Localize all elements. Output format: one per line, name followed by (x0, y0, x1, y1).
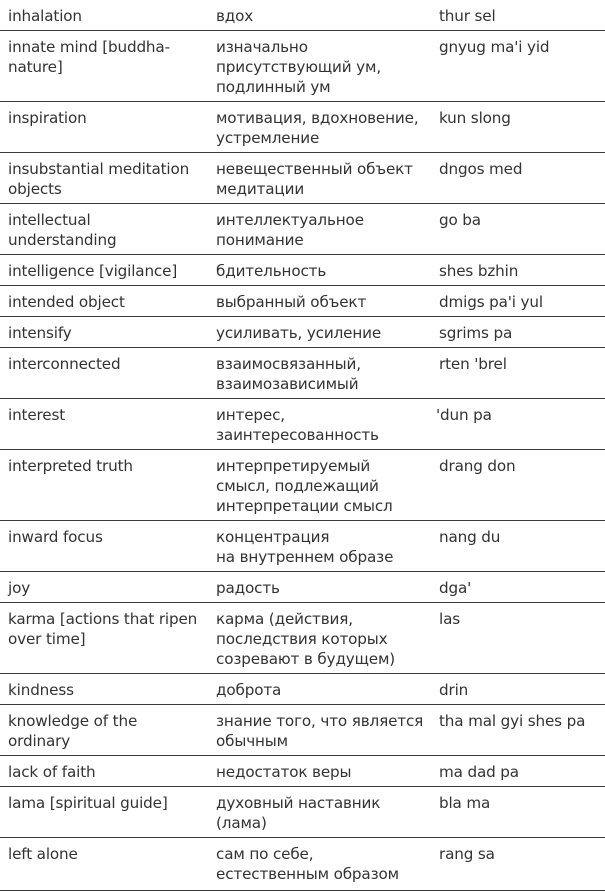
russian-translation-line: усиливать, усиление (216, 324, 382, 342)
tibetan-term: dga' (439, 579, 472, 597)
russian-translation-line: медитации (216, 180, 305, 198)
english-term-line: left alone (8, 845, 78, 863)
tibetan-term: dngos med (439, 160, 523, 178)
russian-translation-line: интерес, (216, 406, 285, 424)
english-term-line: interpreted truth (8, 457, 133, 475)
english-term (8, 210, 116, 250)
russian-translation (216, 680, 281, 700)
english-term-line: inspiration (8, 109, 87, 127)
tibetan-term: rten 'brel (439, 355, 507, 373)
russian-translation-line: интерпретируемый (216, 457, 371, 475)
glossary-row (0, 572, 605, 603)
english-term (8, 578, 30, 598)
russian-translation-line: последствия которых (216, 630, 388, 648)
tibetan-term: dmigs pa'i yul (439, 293, 543, 311)
tibetan-term: rang sa (439, 845, 495, 863)
english-term (8, 762, 95, 782)
english-term (8, 609, 197, 649)
glossary-row (0, 317, 605, 348)
english-term-line: joy (8, 579, 31, 597)
russian-translation-line: вдох (216, 7, 254, 25)
russian-translation-line: невещественный объект (216, 160, 413, 178)
english-term-line: intellectual (8, 211, 91, 229)
english-term (8, 711, 137, 751)
russian-translation-line: понимание (216, 231, 304, 249)
glossary-row (0, 286, 605, 317)
english-term (8, 456, 133, 476)
russian-translation (216, 793, 380, 833)
tibetan-term: ma dad pa (439, 763, 519, 781)
russian-translation-line: обычным (216, 732, 288, 750)
english-term-line: nature] (8, 58, 63, 76)
glossary-row (0, 450, 605, 521)
russian-translation (216, 261, 326, 281)
english-term (8, 405, 65, 425)
english-term (8, 354, 120, 374)
russian-translation-line: интеллектуальное (216, 211, 364, 229)
russian-translation (216, 354, 361, 394)
english-term-line: ordinary (8, 732, 71, 750)
russian-translation (216, 6, 253, 26)
russian-translation (216, 609, 395, 669)
english-term-line: inward focus (8, 528, 103, 546)
russian-translation (216, 37, 381, 97)
russian-translation-line: духовный наставник (216, 794, 381, 812)
russian-translation-line: на внутреннем образе (216, 548, 394, 566)
english-term-line: insubstantial meditation (8, 160, 190, 178)
tibetan-term: sgrims pa (439, 324, 513, 342)
russian-translation-line: взаимосвязанный, (216, 355, 361, 373)
russian-translation-line: изначально (216, 38, 308, 56)
russian-translation (216, 292, 366, 312)
glossary-row (0, 255, 605, 286)
english-term-line: lama [spiritual guide] (8, 794, 168, 812)
english-term (8, 108, 87, 128)
tibetan-term: drin (439, 681, 469, 699)
tibetan-term: nang du (439, 528, 501, 546)
tibetan-term: gnyug ma'i yid (439, 38, 550, 56)
russian-translation (216, 323, 381, 343)
english-term (8, 793, 168, 813)
english-term (8, 6, 82, 26)
russian-translation-line: мотивация, вдохновение, (216, 109, 419, 127)
glossary-row (0, 756, 605, 787)
russian-translation-line: созревают в будущем) (216, 650, 396, 668)
russian-translation-line: доброта (216, 681, 282, 699)
english-term-line: understanding (8, 231, 117, 249)
tibetan-term: tha mal gyi shes pa (439, 712, 586, 730)
russian-translation-line: взаимозависимый (216, 375, 359, 393)
russian-translation (216, 578, 280, 598)
russian-translation (216, 456, 393, 516)
english-term-line: inhalation (8, 7, 82, 25)
english-term-line: intelligence [vigilance] (8, 262, 178, 280)
english-term-line: knowledge of the (8, 712, 138, 730)
tibetan-term: drang don (439, 457, 516, 475)
english-term-line: over time] (8, 630, 86, 648)
russian-translation-line: заинтересованность (216, 426, 379, 444)
russian-translation (216, 108, 419, 148)
russian-translation (216, 844, 399, 884)
english-term-line: intended object (8, 293, 125, 311)
glossary-row (0, 787, 605, 838)
russian-translation-line: сам по себе, (216, 845, 314, 863)
english-term-line: kindness (8, 681, 74, 699)
tibetan-term: shes bzhin (439, 262, 519, 280)
english-term (8, 680, 74, 700)
russian-translation-line: интерпретации смысл (216, 497, 393, 515)
english-term (8, 261, 177, 281)
tibetan-term: go ba (439, 211, 481, 229)
glossary-row (0, 348, 605, 399)
russian-translation-line: радость (216, 579, 280, 597)
russian-translation-line: устремление (216, 129, 320, 147)
english-term-line: objects (8, 180, 62, 198)
russian-translation-line: присутствующий ум, (216, 58, 381, 76)
english-term-line: interconnected (8, 355, 121, 373)
glossary-row (0, 204, 605, 255)
russian-translation-line: знание того, что является (216, 712, 424, 730)
russian-translation (216, 762, 351, 782)
tibetan-term: bla ma (439, 794, 491, 812)
glossary-row (0, 674, 605, 705)
russian-translation-line: недостаток веры (216, 763, 352, 781)
english-term-line: interest (8, 406, 66, 424)
tibetan-term: kun slong (439, 109, 511, 127)
english-term (8, 527, 103, 547)
english-term (8, 159, 189, 199)
glossary-row (0, 603, 605, 674)
tibetan-term: las (439, 610, 460, 628)
russian-translation (216, 405, 379, 445)
english-term-line: karma [actions that ripen (8, 610, 198, 628)
russian-translation-line: естественным образом (216, 865, 399, 883)
english-term-line: intensify (8, 324, 72, 342)
glossary-row (0, 399, 605, 450)
glossary-row (0, 0, 605, 31)
russian-translation-line: карма (действия, (216, 610, 353, 628)
glossary-row (0, 521, 605, 572)
tibetan-term: 'dun pa (436, 406, 492, 424)
glossary-row (0, 705, 605, 756)
english-term-line: lack of faith (8, 763, 96, 781)
russian-translation-line: подлинный ум (216, 78, 331, 96)
russian-translation (216, 210, 364, 250)
russian-translation-line: (лама) (216, 814, 267, 832)
english-term (8, 37, 170, 77)
russian-translation-line: выбранный объект (216, 293, 367, 311)
tibetan-term: thur sel (439, 7, 496, 25)
glossary-row (0, 31, 605, 102)
russian-translation (216, 159, 413, 199)
glossary-row (0, 153, 605, 204)
russian-translation (216, 527, 393, 567)
russian-translation-line: смысл, подлежащий (216, 477, 379, 495)
russian-translation (216, 711, 423, 751)
english-term-line: innate mind [buddha- (8, 38, 170, 56)
glossary-row (0, 838, 605, 891)
english-term (8, 844, 78, 864)
english-term (8, 323, 72, 343)
russian-translation-line: концентрация (216, 528, 330, 546)
english-term (8, 292, 125, 312)
russian-translation-line: бдительность (216, 262, 327, 280)
glossary-row (0, 102, 605, 153)
